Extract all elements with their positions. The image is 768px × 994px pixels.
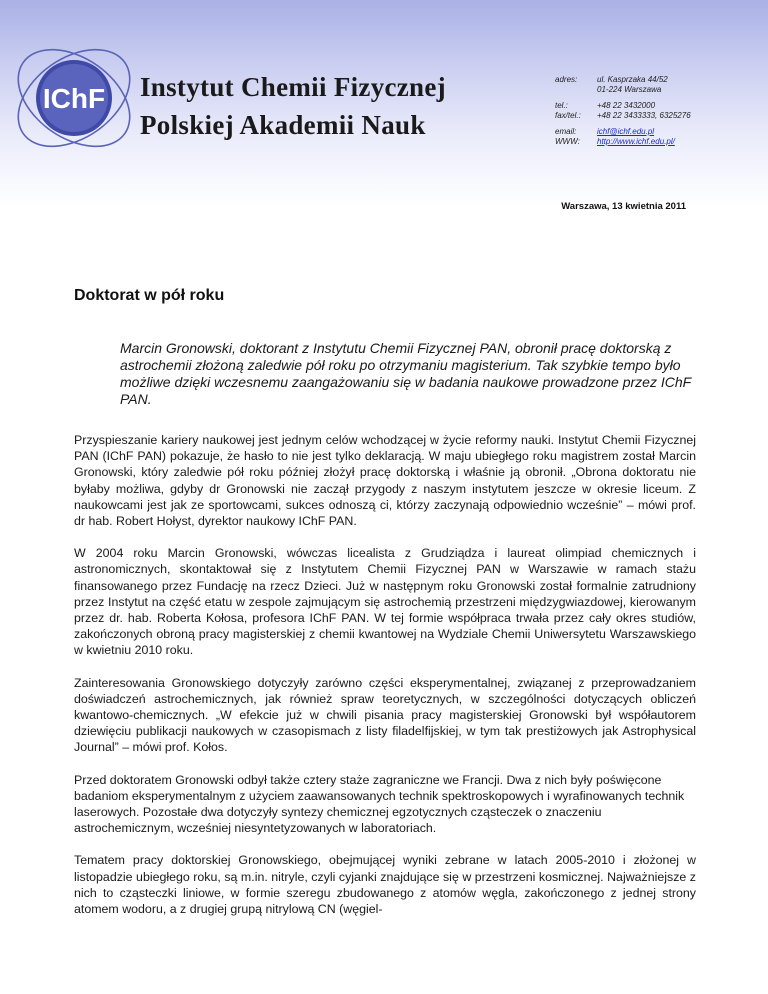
address-line-2: 01-224 Warszawa bbox=[597, 85, 662, 94]
address-line-1: ul. Kasprzaka 44/52 bbox=[597, 75, 668, 84]
email-link[interactable]: ichf@ichf.edu.pl bbox=[597, 127, 655, 136]
body-paragraph-3: Zainteresowania Gronowskiego dotyczyły zarówno części eksperymentalnej, związanej z przeprowadzaniem doświadczeń astrochemicznych, jak również spraw teoretycznych, w szczególności dotyczących obliczeń kwantowo-chemicznych. „W efekcie już w chwili pisania pracy magisterskiej Gronowski był współautorem dziewięciu publikacji naukowych w czasopismach z listy filadelfijskiej, w tym tak prestiżowych jak Astrophysical Journal” – mówi prof. Kołos. bbox=[74, 675, 696, 755]
body-paragraph-2: W 2004 roku Marcin Gronowski, wówczas licealista z Grudziądza i laureat olimpiad chemicznych i astronomicznych, skontaktował się z Instytutem Chemii Fizycznej PAN w Warszawie w ramach stażu finansowanego przez Fundację na rzecz Dzieci. Już w następnym roku Gronowski został formalnie zatrudniony przez Instytut na część etatu w zespole zajmującym się astrochemią przestrzeni międzygwiazdowej, kierowanym przez dr. hab. Roberta Kołosa, profesora IChF PAN. W tej formie współpraca trwała przez cały okres studiów, zakończonych obroną pracy magisterskiej z chemii kwantowej na Wydziale Chemii Uniwersytetu Warszawskiego w kwietniu 2010 roku. bbox=[74, 546, 696, 658]
body-paragraph-5: Tematem pracy doktorskiej Gronowskiego, obejmującej wyniki zebrane w latach 2005-2010 i złożonej w listopadzie ubiegłego roku, są m.in. nitryle, czyli cyjanki znajdujące się w przestrzeni kosmicznej. Najważniejsze z nich to cząsteczki liniowe, w formie szeregu zbudowanego z atomów węgla, zakończonego z jednej strony atomem wodoru, a z drugiej grupą nitrylową CN (węgiel- bbox=[74, 853, 696, 917]
institute-line-2: Polskiej Akademii Nauk bbox=[140, 110, 426, 140]
ichf-logo bbox=[8, 32, 140, 164]
body-paragraph-4: Przed doktoratem Gronowski odbył także cztery staże zagraniczne we Francji. Dwa z nich były poświęcone badaniom eksperymentalnym z użyciem zaawansowanych technik spektroskopowych i wyrafinowanych technik laserowych. Pozostałe dwa dotyczyły syntezy chemicznej egzotycznych cząsteczek o znaczeniu astrochemicznym, wcześniej niesyntetyzowanych w laboratoriach. bbox=[74, 772, 685, 836]
institute-name bbox=[140, 68, 446, 144]
www-link[interactable]: http://www.ichf.edu.pl/ bbox=[597, 137, 675, 146]
body-paragraph-1: Przyspieszanie kariery naukowej jest jednym celów wchodzącej w życie reformy nauki. Instytut Chemii Fizycznej PAN (IChF PAN) pokazuje, że hasło to nie jest tylko deklaracją. W maju ubiegłego roku magistrem został Marcin Gronowski, który zaledwie pół roku później złożył pracę doktorską i właśnie ją obronił. „Obrona doktoratu nie byłaby możliwa, gdyby dr Gronowski nie zaczął przygody z naszym instytutem jeszcze w okresie liceum. Z naukowcami jest jak ze sportowcami, sukces odnoszą ci, którzy zaczynają odpowiednio wcześnie” – mówi prof. dr hab. Robert Hołyst, dyrektor naukowy IChF PAN. bbox=[74, 433, 696, 529]
address-label: adres: bbox=[555, 75, 578, 84]
contact-block bbox=[555, 75, 691, 147]
fax-value: +48 22 3433333, 6325276 bbox=[597, 111, 691, 120]
article-body bbox=[74, 432, 696, 933]
document-date: Warszawa, 13 kwietnia 2011 bbox=[561, 201, 686, 212]
institute-line-1: Instytut Chemii Fizycznej bbox=[140, 72, 446, 102]
email-label: email: bbox=[555, 127, 577, 136]
fax-label: fax/tel.: bbox=[555, 111, 581, 120]
tel-value: +48 22 3432000 bbox=[597, 101, 656, 110]
lead-paragraph: Marcin Gronowski, doktorant z Instytutu Chemii Fizycznej PAN, obronił pracę doktorską z astrochemii złożoną zaledwie pół roku po otrzymaniu magisterium. Tak szybkie tempo było możliwe dzięki wczesnemu zaangażowaniu się w badania naukowe prowadzone przez IChF PAN. bbox=[120, 340, 691, 407]
logo-text: IChF bbox=[42, 83, 106, 114]
article-title: Doktorat w pół roku bbox=[74, 287, 225, 304]
tel-label: tel.: bbox=[555, 101, 568, 110]
www-label: WWW: bbox=[555, 137, 580, 146]
